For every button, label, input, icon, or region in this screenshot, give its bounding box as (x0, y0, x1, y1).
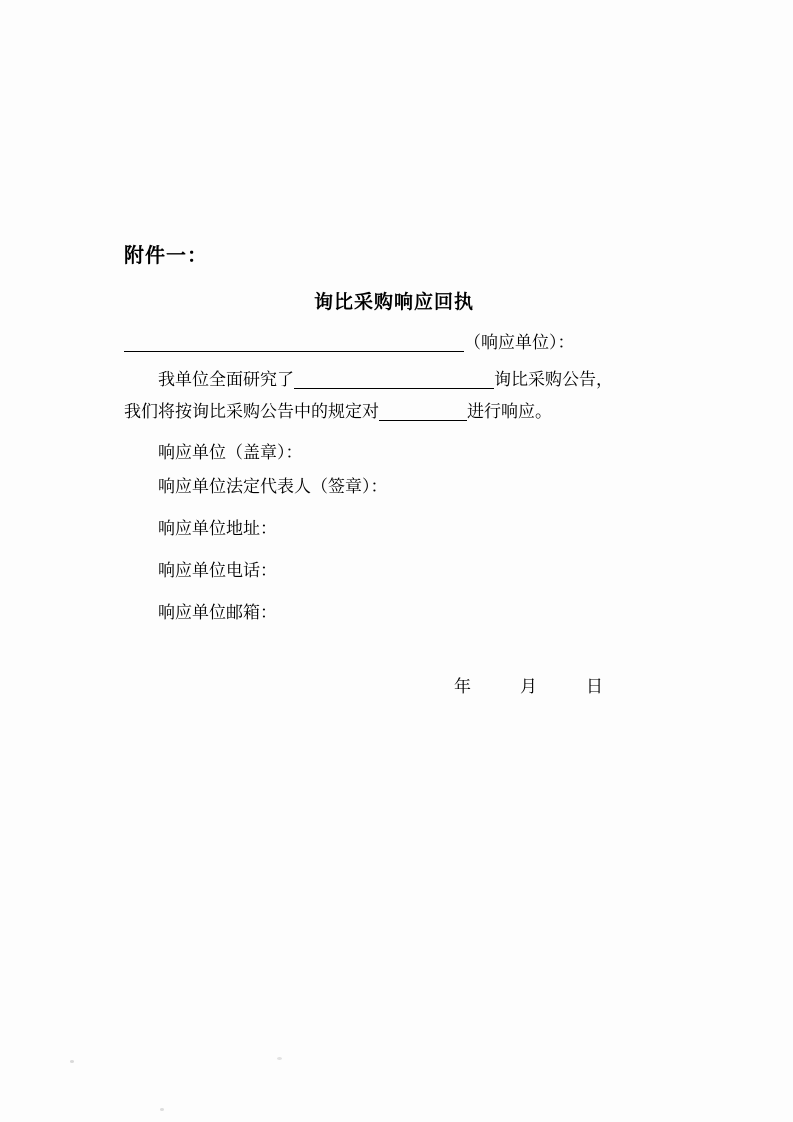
paper-speck (160, 1108, 164, 1111)
date-year-label: 年 (454, 677, 472, 696)
paragraph-two (124, 396, 684, 428)
date-day-label: 日 (586, 677, 604, 696)
field-response-unit-email: 响应单位邮箱： (158, 603, 277, 622)
field-legal-representative: 响应单位法定代表人（签章）： (158, 477, 388, 496)
recipient-blank-field[interactable] (124, 331, 464, 352)
field-response-unit-phone: 响应单位电话： (158, 561, 277, 580)
recipient-line (124, 328, 684, 358)
field-response-unit-seal: 响应单位（盖章）： (158, 443, 303, 462)
attachment-label: 附件一： (124, 245, 208, 267)
recipient-suffix-label: （响应单位）： (464, 333, 575, 352)
announcement-blank-field[interactable] (294, 370, 494, 389)
paragraph-one (124, 364, 684, 396)
paragraph-one-prefix: 我单位全面研究了 (158, 370, 294, 389)
document-content (124, 240, 684, 702)
paragraph-two-prefix: 我们将按询比采购公告中的规定对 (124, 402, 379, 421)
field-response-unit-address: 响应单位地址： (158, 519, 277, 538)
paragraph-two-suffix: 进行响应。 (467, 402, 552, 421)
paper-speck (70, 1060, 74, 1063)
paragraph-one-suffix: 询比采购公告， (494, 370, 613, 389)
date-line (124, 672, 684, 702)
page-title: 询比采购响应回执 (313, 292, 474, 313)
date-month-label: 月 (520, 677, 538, 696)
response-target-blank-field[interactable] (379, 402, 467, 421)
paper-speck (277, 1057, 282, 1060)
